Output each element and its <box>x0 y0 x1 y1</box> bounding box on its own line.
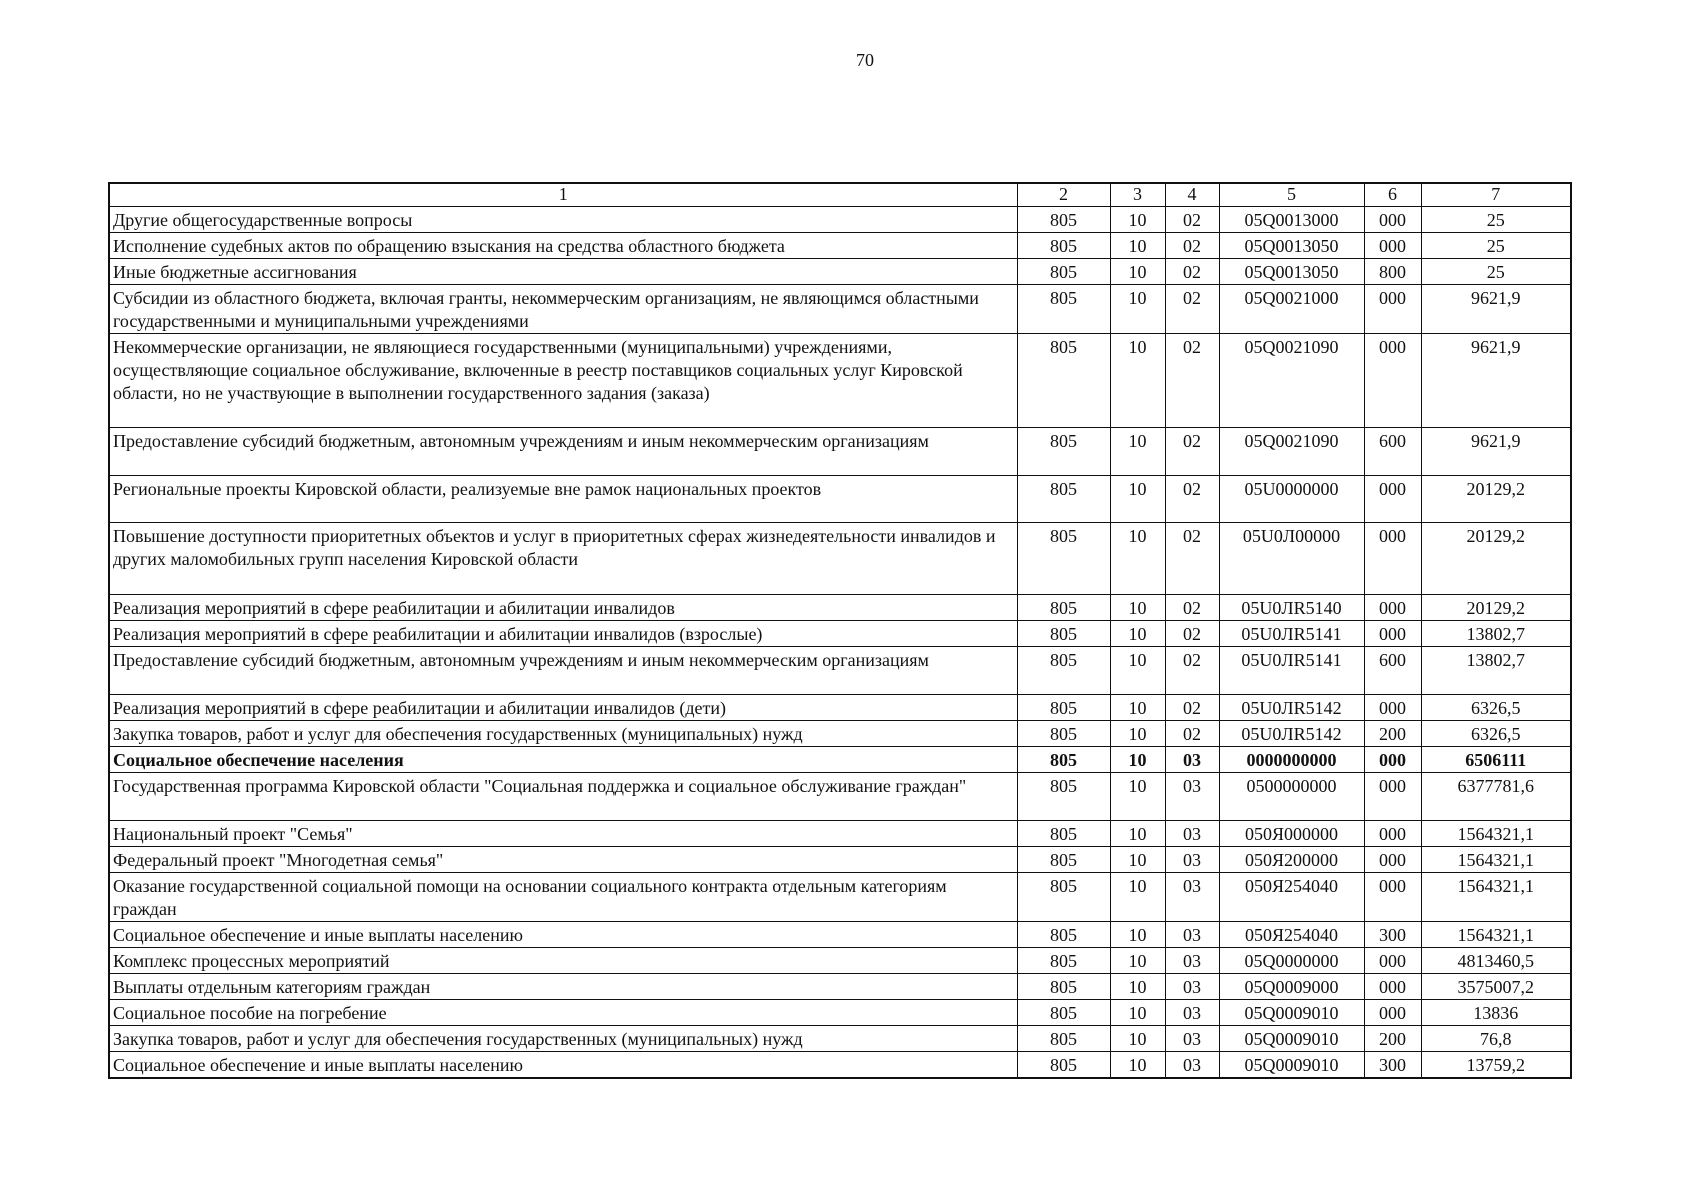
table-row <box>109 428 1571 476</box>
cell-col-4: 02 <box>1165 621 1219 647</box>
cell-col-3: 10 <box>1110 1026 1165 1052</box>
cell-col-7: 13759,2 <box>1421 1052 1571 1079</box>
cell-col-3: 10 <box>1110 1052 1165 1079</box>
row-name: Федеральный проект "Многодетная семья" <box>109 847 1017 873</box>
cell-col-3: 10 <box>1110 523 1165 595</box>
table-row <box>109 285 1571 334</box>
cell-col-7: 9621,9 <box>1421 285 1571 334</box>
cell-col-4: 02 <box>1165 233 1219 259</box>
cell-col-5: 050Я254040 <box>1219 873 1364 922</box>
row-name: Иные бюджетные ассигнования <box>109 259 1017 285</box>
cell-col-4: 02 <box>1165 207 1219 233</box>
cell-col-7: 13802,7 <box>1421 621 1571 647</box>
cell-col-2: 805 <box>1017 647 1110 695</box>
table-row <box>109 476 1571 523</box>
column-header: 4 <box>1165 183 1219 207</box>
cell-col-6: 300 <box>1364 1052 1421 1079</box>
cell-col-6: 000 <box>1364 695 1421 721</box>
cell-col-2: 805 <box>1017 773 1110 821</box>
cell-col-4: 03 <box>1165 847 1219 873</box>
cell-col-6: 000 <box>1364 621 1421 647</box>
cell-col-6: 000 <box>1364 523 1421 595</box>
cell-col-4: 02 <box>1165 595 1219 621</box>
cell-col-4: 03 <box>1165 1052 1219 1079</box>
cell-col-7: 25 <box>1421 259 1571 285</box>
cell-col-2: 805 <box>1017 747 1110 773</box>
cell-col-6: 600 <box>1364 647 1421 695</box>
column-header: 2 <box>1017 183 1110 207</box>
cell-col-2: 805 <box>1017 233 1110 259</box>
cell-col-7: 1564321,1 <box>1421 847 1571 873</box>
cell-col-5: 05Q0021090 <box>1219 428 1364 476</box>
cell-col-3: 10 <box>1110 721 1165 747</box>
table-row <box>109 595 1571 621</box>
row-name: Выплаты отдельным категориям граждан <box>109 974 1017 1000</box>
cell-col-3: 10 <box>1110 873 1165 922</box>
cell-col-4: 02 <box>1165 476 1219 523</box>
cell-col-5: 05U0ЛR5142 <box>1219 695 1364 721</box>
cell-col-6: 000 <box>1364 233 1421 259</box>
cell-col-4: 02 <box>1165 647 1219 695</box>
cell-col-6: 800 <box>1364 259 1421 285</box>
cell-col-3: 10 <box>1110 695 1165 721</box>
cell-col-7: 20129,2 <box>1421 523 1571 595</box>
cell-col-2: 805 <box>1017 922 1110 948</box>
cell-col-5: 05U0ЛR5140 <box>1219 595 1364 621</box>
cell-col-4: 03 <box>1165 922 1219 948</box>
cell-col-2: 805 <box>1017 695 1110 721</box>
column-header: 5 <box>1219 183 1364 207</box>
cell-col-5: 05Q0013050 <box>1219 233 1364 259</box>
table-row <box>109 647 1571 695</box>
cell-col-4: 03 <box>1165 821 1219 847</box>
cell-col-3: 10 <box>1110 285 1165 334</box>
table-header-row <box>109 183 1571 207</box>
cell-col-5: 05Q0000000 <box>1219 948 1364 974</box>
cell-col-4: 02 <box>1165 259 1219 285</box>
cell-col-6: 000 <box>1364 747 1421 773</box>
cell-col-7: 9621,9 <box>1421 428 1571 476</box>
cell-col-2: 805 <box>1017 847 1110 873</box>
cell-col-6: 000 <box>1364 873 1421 922</box>
cell-col-3: 10 <box>1110 595 1165 621</box>
cell-col-2: 805 <box>1017 1000 1110 1026</box>
table-row <box>109 821 1571 847</box>
cell-col-5: 05U0Л00000 <box>1219 523 1364 595</box>
row-name: Оказание государственной социальной помощи на основании социального контракта отдельным категориям граждан <box>109 873 1017 922</box>
cell-col-3: 10 <box>1110 847 1165 873</box>
cell-col-6: 600 <box>1364 428 1421 476</box>
cell-col-7: 13836 <box>1421 1000 1571 1026</box>
table-row <box>109 974 1571 1000</box>
cell-col-2: 805 <box>1017 1026 1110 1052</box>
table-row <box>109 334 1571 428</box>
cell-col-2: 805 <box>1017 595 1110 621</box>
cell-col-6: 000 <box>1364 334 1421 428</box>
cell-col-4: 03 <box>1165 873 1219 922</box>
row-name: Повышение доступности приоритетных объектов и услуг в приоритетных сферах жизнедеятельности инвалидов и других маломобильных групп населения Кировской области <box>109 523 1017 595</box>
cell-col-4: 02 <box>1165 285 1219 334</box>
cell-col-3: 10 <box>1110 334 1165 428</box>
table-row <box>109 695 1571 721</box>
cell-col-7: 9621,9 <box>1421 334 1571 428</box>
cell-col-6: 200 <box>1364 1026 1421 1052</box>
row-name: Субсидии из областного бюджета, включая гранты, некоммерческим организациям, не являющимся областными государственными и муниципальными учреждениями <box>109 285 1017 334</box>
cell-col-3: 10 <box>1110 1000 1165 1026</box>
cell-col-2: 805 <box>1017 207 1110 233</box>
cell-col-3: 10 <box>1110 948 1165 974</box>
cell-col-3: 10 <box>1110 476 1165 523</box>
table-row <box>109 948 1571 974</box>
budget-table <box>108 182 1572 1079</box>
cell-col-3: 10 <box>1110 922 1165 948</box>
row-name: Реализация мероприятий в сфере реабилитации и абилитации инвалидов <box>109 595 1017 621</box>
row-name: Социальное обеспечение населения <box>109 747 1017 773</box>
cell-col-3: 10 <box>1110 773 1165 821</box>
cell-col-2: 805 <box>1017 523 1110 595</box>
cell-col-6: 000 <box>1364 207 1421 233</box>
cell-col-4: 02 <box>1165 334 1219 428</box>
cell-col-6: 200 <box>1364 721 1421 747</box>
cell-col-7: 20129,2 <box>1421 476 1571 523</box>
row-name: Закупка товаров, работ и услуг для обеспечения государственных (муниципальных) нужд <box>109 721 1017 747</box>
cell-col-5: 05Q0021090 <box>1219 334 1364 428</box>
table-row <box>109 621 1571 647</box>
table-row <box>109 747 1571 773</box>
cell-col-2: 805 <box>1017 285 1110 334</box>
cell-col-7: 13802,7 <box>1421 647 1571 695</box>
cell-col-7: 3575007,2 <box>1421 974 1571 1000</box>
cell-col-2: 805 <box>1017 259 1110 285</box>
cell-col-7: 1564321,1 <box>1421 873 1571 922</box>
cell-col-5: 0500000000 <box>1219 773 1364 821</box>
table-row <box>109 1026 1571 1052</box>
row-name: Некоммерческие организации, не являющиеся государственными (муниципальными) учреждениями, осуществляющие социальное обслуживание, включенные в реестр поставщиков социальных услуг Кировской области, но не участвующие в выполнении государственного задания (заказа) <box>109 334 1017 428</box>
cell-col-6: 000 <box>1364 773 1421 821</box>
cell-col-3: 10 <box>1110 821 1165 847</box>
row-name: Комплекс процессных мероприятий <box>109 948 1017 974</box>
cell-col-2: 805 <box>1017 621 1110 647</box>
cell-col-4: 03 <box>1165 974 1219 1000</box>
table-row <box>109 847 1571 873</box>
row-name: Исполнение судебных актов по обращению взыскания на средства областного бюджета <box>109 233 1017 259</box>
row-name: Социальное обеспечение и иные выплаты населению <box>109 1052 1017 1079</box>
page-number: 70 <box>856 50 874 70</box>
cell-col-7: 6326,5 <box>1421 695 1571 721</box>
cell-col-5: 05Q0009010 <box>1219 1052 1364 1079</box>
cell-col-4: 03 <box>1165 773 1219 821</box>
column-header: 1 <box>109 183 1017 207</box>
cell-col-6: 000 <box>1364 595 1421 621</box>
cell-col-3: 10 <box>1110 974 1165 1000</box>
cell-col-6: 000 <box>1364 974 1421 1000</box>
cell-col-2: 805 <box>1017 974 1110 1000</box>
cell-col-7: 25 <box>1421 207 1571 233</box>
table-row <box>109 922 1571 948</box>
table-row <box>109 259 1571 285</box>
cell-col-4: 03 <box>1165 1000 1219 1026</box>
cell-col-3: 10 <box>1110 647 1165 695</box>
cell-col-5: 05U0ЛR5142 <box>1219 721 1364 747</box>
table-row <box>109 1000 1571 1026</box>
cell-col-3: 10 <box>1110 621 1165 647</box>
cell-col-7: 1564321,1 <box>1421 821 1571 847</box>
cell-col-2: 805 <box>1017 873 1110 922</box>
cell-col-6: 000 <box>1364 948 1421 974</box>
cell-col-2: 805 <box>1017 948 1110 974</box>
cell-col-7: 6506111 <box>1421 747 1571 773</box>
table-row <box>109 873 1571 922</box>
cell-col-6: 000 <box>1364 821 1421 847</box>
row-name: Социальное пособие на погребение <box>109 1000 1017 1026</box>
cell-col-6: 000 <box>1364 847 1421 873</box>
cell-col-5: 050Я200000 <box>1219 847 1364 873</box>
column-header: 3 <box>1110 183 1165 207</box>
cell-col-4: 02 <box>1165 695 1219 721</box>
cell-col-7: 20129,2 <box>1421 595 1571 621</box>
row-name: Закупка товаров, работ и услуг для обеспечения государственных (муниципальных) нужд <box>109 1026 1017 1052</box>
cell-col-5: 05Q0009010 <box>1219 1026 1364 1052</box>
cell-col-5: 05Q0009000 <box>1219 974 1364 1000</box>
cell-col-5: 05U0ЛR5141 <box>1219 621 1364 647</box>
cell-col-2: 805 <box>1017 334 1110 428</box>
cell-col-6: 000 <box>1364 285 1421 334</box>
cell-col-6: 000 <box>1364 1000 1421 1026</box>
cell-col-3: 10 <box>1110 259 1165 285</box>
cell-col-6: 000 <box>1364 476 1421 523</box>
row-name: Предоставление субсидий бюджетным, автономным учреждениям и иным некоммерческим организациям <box>109 647 1017 695</box>
cell-col-5: 05U0000000 <box>1219 476 1364 523</box>
cell-col-5: 05Q0009010 <box>1219 1000 1364 1026</box>
cell-col-7: 6377781,6 <box>1421 773 1571 821</box>
cell-col-2: 805 <box>1017 721 1110 747</box>
cell-col-2: 805 <box>1017 821 1110 847</box>
table-row <box>109 773 1571 821</box>
cell-col-7: 4813460,5 <box>1421 948 1571 974</box>
cell-col-7: 76,8 <box>1421 1026 1571 1052</box>
table-row <box>109 1052 1571 1079</box>
cell-col-5: 05Q0013000 <box>1219 207 1364 233</box>
row-name: Реализация мероприятий в сфере реабилитации и абилитации инвалидов (дети) <box>109 695 1017 721</box>
cell-col-3: 10 <box>1110 747 1165 773</box>
cell-col-2: 805 <box>1017 1052 1110 1079</box>
cell-col-4: 03 <box>1165 1026 1219 1052</box>
cell-col-2: 805 <box>1017 428 1110 476</box>
cell-col-3: 10 <box>1110 233 1165 259</box>
cell-col-6: 300 <box>1364 922 1421 948</box>
table-row <box>109 721 1571 747</box>
cell-col-3: 10 <box>1110 428 1165 476</box>
row-name: Региональные проекты Кировской области, реализуемые вне рамок национальных проектов <box>109 476 1017 523</box>
table-row <box>109 207 1571 233</box>
row-name: Государственная программа Кировской области "Социальная поддержка и социальное обслуживание граждан" <box>109 773 1017 821</box>
cell-col-4: 03 <box>1165 747 1219 773</box>
cell-col-4: 02 <box>1165 428 1219 476</box>
column-header: 7 <box>1421 183 1571 207</box>
row-name: Национальный проект "Семья" <box>109 821 1017 847</box>
cell-col-5: 050Я254040 <box>1219 922 1364 948</box>
row-name: Предоставление субсидий бюджетным, автономным учреждениям и иным некоммерческим организациям <box>109 428 1017 476</box>
cell-col-7: 6326,5 <box>1421 721 1571 747</box>
cell-col-4: 03 <box>1165 948 1219 974</box>
cell-col-5: 05U0ЛR5141 <box>1219 647 1364 695</box>
cell-col-5: 050Я000000 <box>1219 821 1364 847</box>
cell-col-4: 02 <box>1165 523 1219 595</box>
cell-col-5: 05Q0021000 <box>1219 285 1364 334</box>
cell-col-2: 805 <box>1017 476 1110 523</box>
row-name: Социальное обеспечение и иные выплаты населению <box>109 922 1017 948</box>
column-header: 6 <box>1364 183 1421 207</box>
cell-col-4: 02 <box>1165 721 1219 747</box>
table-row <box>109 233 1571 259</box>
row-name: Реализация мероприятий в сфере реабилитации и абилитации инвалидов (взрослые) <box>109 621 1017 647</box>
row-name: Другие общегосударственные вопросы <box>109 207 1017 233</box>
cell-col-5: 0000000000 <box>1219 747 1364 773</box>
cell-col-7: 25 <box>1421 233 1571 259</box>
cell-col-5: 05Q0013050 <box>1219 259 1364 285</box>
cell-col-7: 1564321,1 <box>1421 922 1571 948</box>
cell-col-3: 10 <box>1110 207 1165 233</box>
table-row <box>109 523 1571 595</box>
